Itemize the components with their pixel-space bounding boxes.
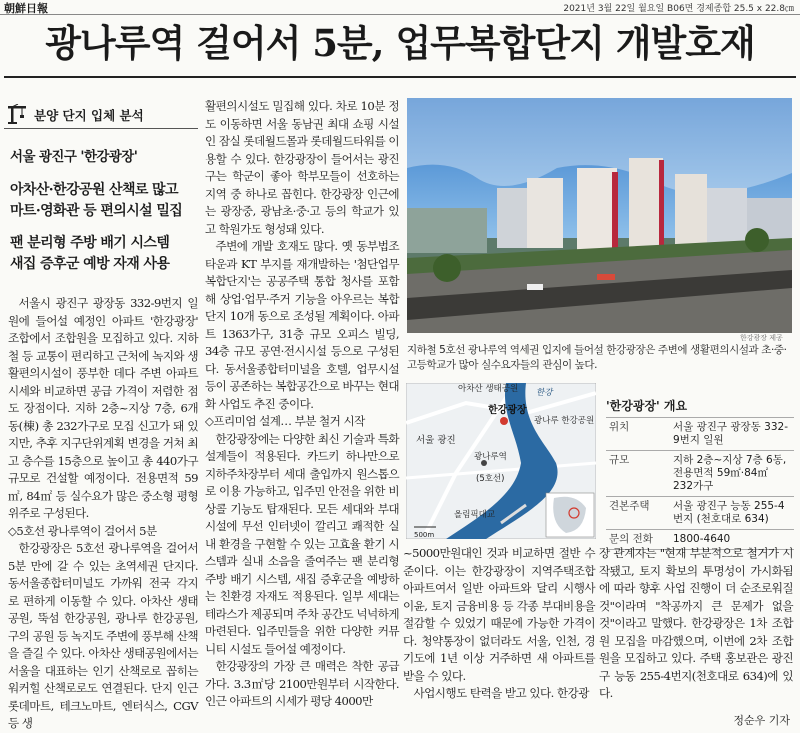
- map-label-gwangnaru-park: 광나루 한강공원: [534, 416, 595, 426]
- photo-credit: 한강광장 제공: [740, 334, 783, 342]
- map-label-district: 서울 광진: [416, 435, 456, 446]
- paragraph: 한강광장은 5호선 광나루역을 걸어서 5분 만에 갈 수 있는 초역세권 단지다. 동서울종합터미널도 가까워 전국 각지로 편하게 이동할 수 있다. 아차산 생태공원, 뚝섬 한강공원, 광나루 한강공원, 구의 공원 등 녹지도 주변에 풍부해 산책을 즐길 수 있다. 아차산 생태공원에서는 서울을 대표하는 인기 산책로로 꼽히는 워커힐 산책로로도 연결된다. 단지 인근 롯데마트, 테크노마트, 엔터식스, CGV 등 생: [8, 541, 198, 730]
- location-map: [406, 383, 596, 539]
- table-key: 위치: [606, 418, 670, 451]
- table-key: 견본주택: [606, 497, 670, 530]
- table-row: [606, 418, 794, 451]
- newspaper-logo: 朝鮮日報: [4, 2, 48, 15]
- masthead: [0, 0, 800, 15]
- map-label-river: 한강: [536, 388, 553, 398]
- map-label-park: 아차산 생태공원: [458, 384, 519, 394]
- paragraph: 한강광장에는 다양한 최신 기술과 특화 설계들이 적용된다. 카드키 하나만으로 지하주차장부터 세대 출입까지 원스톱으로 이용 가능하고, 입주민 안전을 위한 비상콜 기능도 탑재된다. 모든 세대와 부대시설에 무선 인터넷이 깔리고 쾌적한 실내 환경을 구현할 수 있는 고효율 환기 시스템과 실내 소음을 줄여주는 팬 분리형 주방 배기 시스템, 새집 증후군을 예방하는 친환경 자재도 적용된다. 일부 세대는 테라스가 제공되며 주차 공간도 넉넉하게 마련된다. 입주민들을 위한 다양한 커뮤니티 시설도 들어설 예정이다.: [205, 431, 399, 656]
- map-label-station: 광나루역: [474, 452, 507, 462]
- table-key: 문의 전화: [606, 530, 670, 550]
- table-key: 규모: [606, 451, 670, 497]
- subhead-2: 마트·영화관 등 편의시설 밀집: [10, 203, 183, 219]
- body-column-3: [403, 545, 595, 703]
- paragraph: 사업시행도 탄력을 받고 있다. 한강광: [413, 686, 589, 700]
- section-header: [4, 100, 198, 128]
- overview-table: [606, 417, 794, 550]
- table-value: 1800-4640: [670, 530, 794, 550]
- subhead-4: 새집 증후군 예방 자재 사용: [10, 256, 170, 272]
- overview-title: '한강광장' 개요: [606, 399, 688, 413]
- paragraph: 주변에 개발 호재도 많다. 옛 동부법조타운과 KT 부지를 재개발하는 '첨단업무복합단지'는 공공주택 통합 청사를 포함해 상업·업무·주거 기능을 아우르는 복합단지 10개 동으로 조성될 계획이다. 아파트 1363가구, 31층 규모 오피스 빌딩, 34층 규모 공연·전시시설 등으로 구성된다. 동서울종합터미널을 호텔, 업무시설 등이 공존하는 복합공간으로 바꾸는 현대화 사업도 추진 중이다.: [205, 239, 399, 411]
- table-row: [606, 451, 794, 497]
- body-column-1: [8, 295, 198, 733]
- subhead-1: 아차산·한강공원 산책로 많고: [10, 182, 178, 198]
- paragraph: 서울시 광진구 광장동 332-9번지 일원에 들어설 예정인 아파트 '한강광장' 조합에서 조합원을 모집하고 있다. 지하철 등 교통이 편리하고 근처에 녹지와 생활편의시설이 풍부한 데다 주변 아파트 시세와 비교하면 공급 가격이 저렴한 점도 장점이다. 지하 2층~지상 7층, 6개 동(棟) 총 232가구로 모집 신고가 돼 있지만, 추후 지구단위계획 변경을 거쳐 최고 층수를 15층으로 높이고 총 440가구 규모로 건설할 예정이다. 전용면적 59㎡, 84㎡ 등 실수요가 많은 중소형 평형 위주로 구성된다.: [8, 296, 198, 520]
- paragraph: 장 관계자는 "현재 부분적으로 철거가 시작됐고, 토지 확보의 투명성이 가시화됨에 따라 향후 사업 진행이 더 순조로워질 것"이라며 "착공까지 큰 문제가 없을 것"이라고 말했다. 한강광장은 1차 조합원 모집을 마감했으며, 이번에 2차 조합원을 모집하고 있다. 주택 홍보관은 광진구 능동 255-4번지(천호대로 634)에 있다.: [599, 546, 793, 700]
- subhead-location: 서울 광진구 '한강광장': [10, 149, 138, 165]
- body-column-4: [599, 545, 793, 703]
- table-value: 서울 광진구 능동 255-4번지 (천호대로 634): [670, 497, 794, 530]
- paragraph: ~5000만원대인 것과 비교하면 절반 수준이다. 이는 한강광장이 지역주택조합 아파트여서 일반 아파트와 달리 시행사 이윤, 토지 금융비용 등 각종 부대비용을 절감할 수 있었기 때문에 가능한 가격이다. 청약통장이 없더라도 서울, 인천, 경기도에 1년 이상 거주하면 새 아파트를 받을 수 있다.: [403, 546, 595, 683]
- headline-rule: [4, 76, 796, 78]
- map-label-bridge: 올림픽대교: [454, 510, 496, 520]
- photo-caption: 지하철 5호선 광나루역 역세권 입지에 들어설 한강광장은 주변에 생활편의시설과 초·중·고등학교가 많아 실수요자들의 관심이 높다.: [407, 344, 787, 371]
- section-label: 분양 단지 입체 분석: [34, 108, 144, 123]
- map-label-site: 한강광장: [488, 405, 527, 416]
- subhead-3: 팬 분리형 주방 배기 시스템: [10, 235, 170, 251]
- byline: 정순우 기자: [733, 714, 790, 727]
- dateline: 2021년 3월 22일 월요일 B06면 경제종합 25.5 x 22.8㎝: [563, 4, 794, 14]
- site-marker-icon: [500, 417, 508, 425]
- table-value: 지하 2층~지상 7층 6동, 전용면적 59㎡·84㎡ 232가구: [670, 451, 794, 497]
- map-label-station-line: (5호선): [476, 474, 505, 484]
- table-row: [606, 497, 794, 530]
- inline-subheading: ◇5호선 광나루역이 걸어서 5분: [8, 523, 157, 538]
- table-value: 서울 광진구 광장동 332-9번지 일원: [670, 418, 794, 451]
- body-column-2: [205, 98, 399, 711]
- paragraph: 활편의시설도 밀집해 있다. 차로 10분 정도 이동하면 서울 동남권 최대 쇼핑 시설인 잠실 롯데월드몰과 롯데월드타워를 이용할 수 있다. 한강광장이 들어서는 광진구는 학군이 좋아 학부모들이 선호하는 지역 중 하나로 꼽힌다. 한강광장 인근에는 광장중, 광남초·중·고 등의 학교가 있고 학원가도 형성돼 있다.: [205, 99, 399, 236]
- inline-subheading: ◇프리미엄 설계… 부분 철거 시작: [205, 414, 365, 428]
- crane-icon: [6, 104, 28, 124]
- article-headline: 광나루역 걸어서 5분, 업무복합단지 개발호재: [45, 21, 755, 65]
- map-scale: 500m: [414, 531, 435, 539]
- apartment-rendering-photo: [407, 98, 792, 333]
- paragraph: 한강광장의 가장 큰 매력은 착한 공급가다. 3.3㎡당 2100만원부터 시작한다. 인근 아파트의 시세가 평당 4000만: [205, 659, 399, 708]
- section-divider: [4, 128, 198, 129]
